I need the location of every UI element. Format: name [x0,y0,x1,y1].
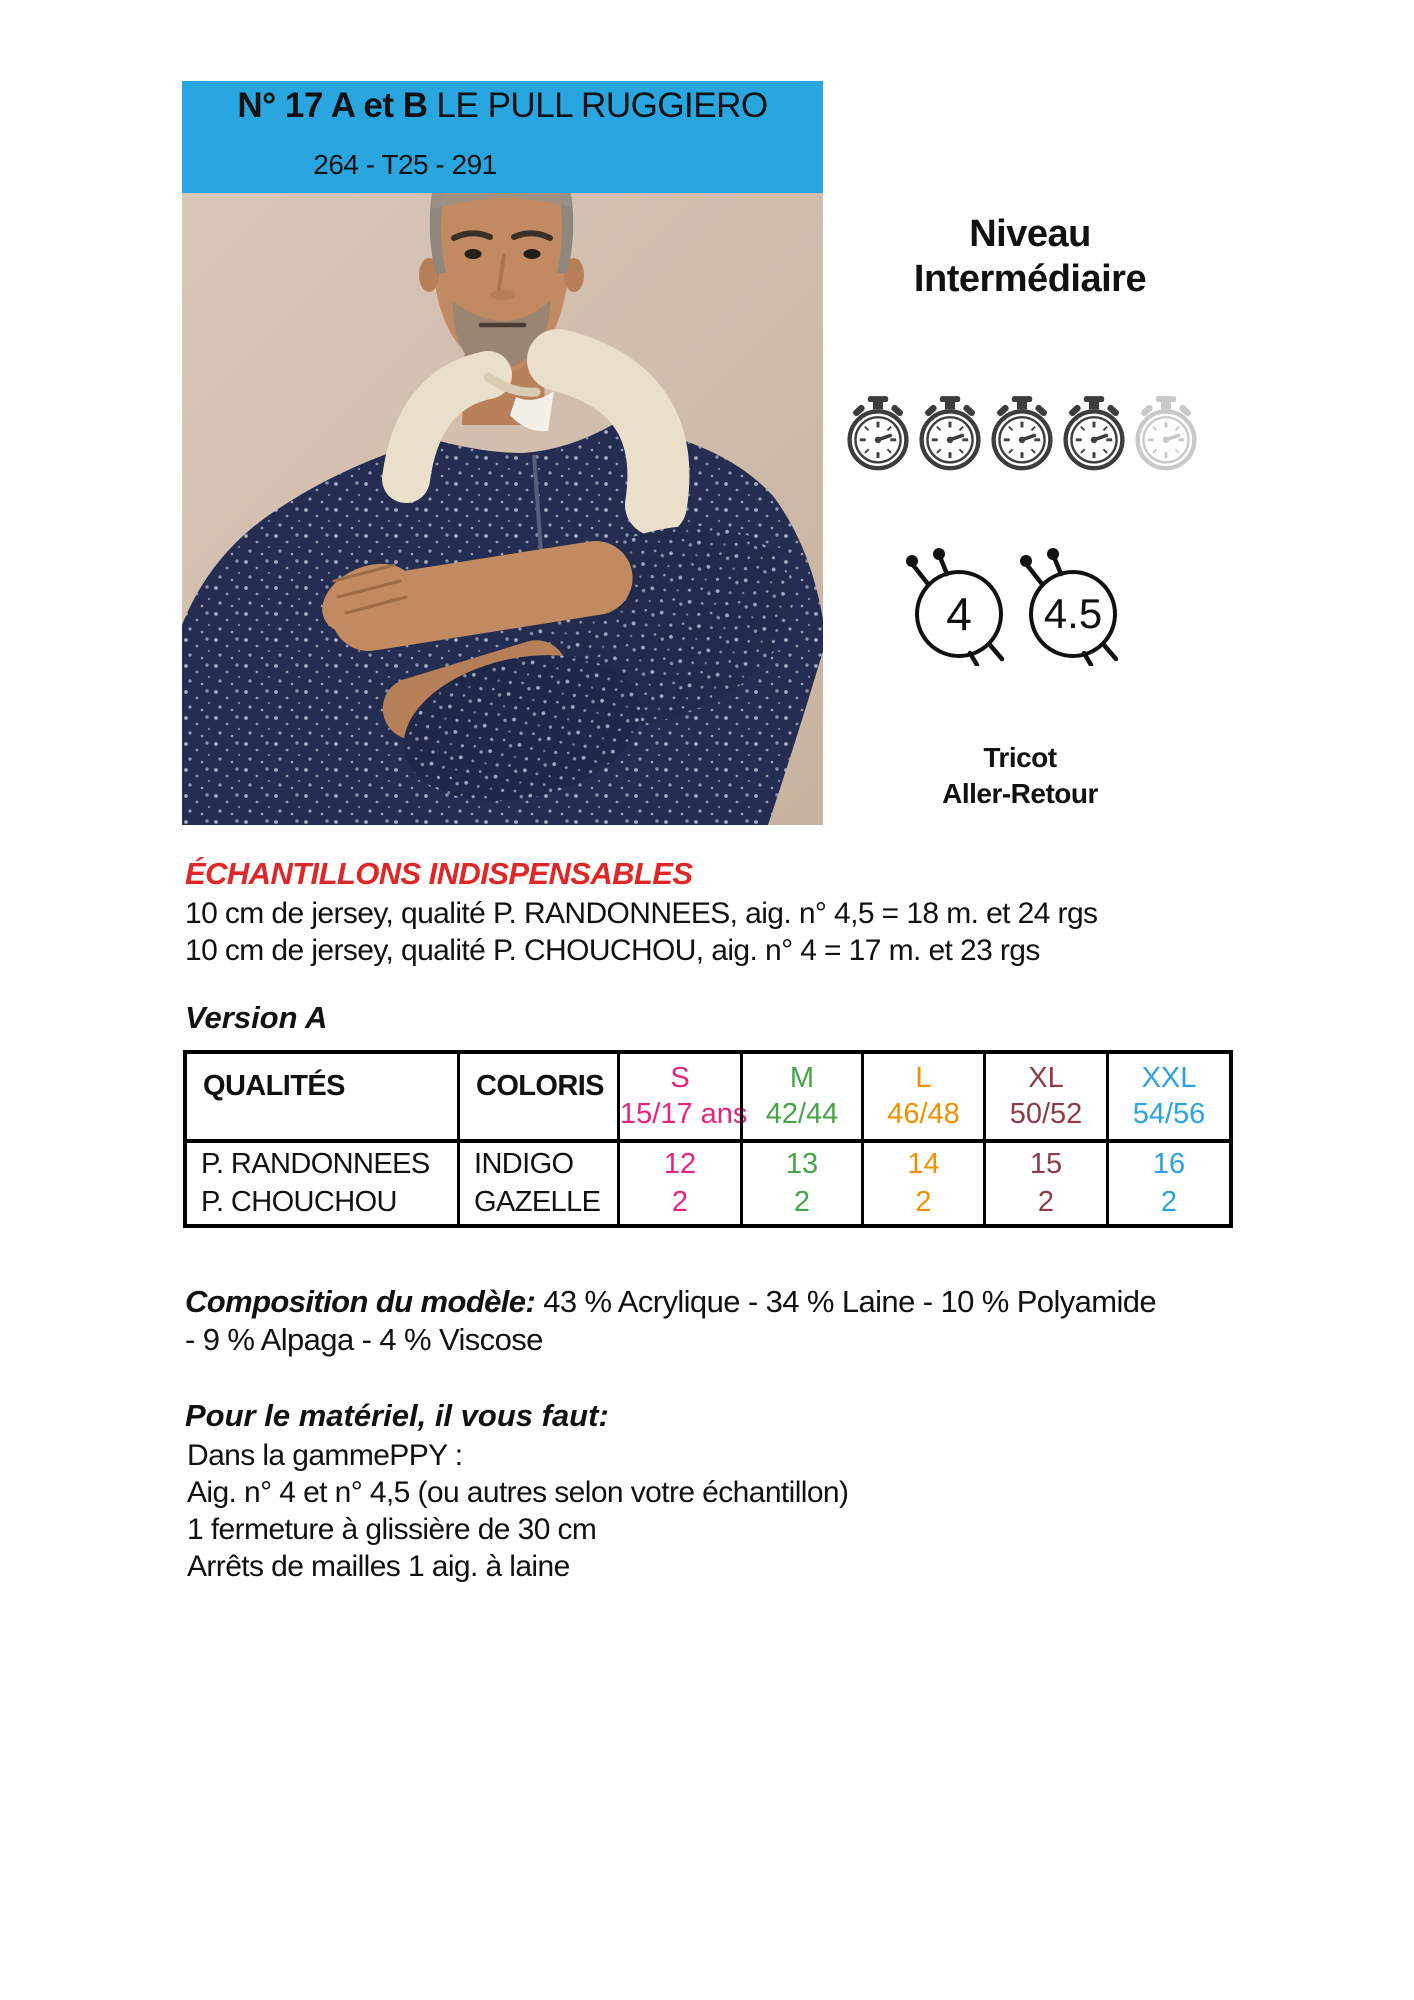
size-label: M [789,1062,815,1094]
model-photo [182,193,823,825]
pattern-reference: 264 - T25 - 291 [313,149,497,180]
table-header-size-l [861,1054,983,1139]
size-sublabel: 54/56 [1132,1098,1206,1130]
level-heading [820,212,1240,302]
materials-list [187,1437,848,1585]
model-photo-drawing [182,193,823,825]
composition-line2: - 9 % Alpaga - 4 % Viscose [185,1322,543,1357]
pattern-name: LE PULL RUGGIERO [436,86,768,125]
yarn-coloris: INDIGO [474,1148,574,1180]
stopwatch-icon [1062,396,1126,472]
yarn-qty: 13 [785,1148,819,1180]
composition-text: 43 % Acrylique - 34 % Laine - 10 % Polyamide [543,1284,1157,1319]
table-header-size-m [740,1054,861,1139]
sample-line: 10 cm de jersey, qualité P. RANDONNEES, aig. n° 4,5 = 18 m. et 24 rgs [185,897,1098,930]
technique-label [870,740,1170,812]
yarn-qty: 2 [671,1186,689,1218]
needle-sizes [903,548,1125,666]
table-header-qualities: QUALITÉS [203,1070,345,1102]
materials-line: Aig. n° 4 et n° 4,5 (ou autres selon votre échantillon) [187,1476,849,1509]
needle-size-icon [903,548,1011,666]
size-label: S [670,1062,690,1094]
table-header-size-s [617,1054,748,1139]
composition-label: Composition du modèle: [185,1284,536,1319]
needle-size-value: 4.5 [1043,590,1103,637]
pattern-title [182,86,823,126]
title-banner [182,81,823,193]
difficulty-rating [846,396,1214,472]
yarn-qty: 2 [793,1186,811,1218]
materials-line: Arrêts de mailles 1 aig. à laine [187,1550,570,1583]
size-sublabel: 46/48 [887,1098,960,1130]
size-label: XXL [1141,1062,1197,1094]
table-cell-qty-m [740,1139,861,1224]
technique-line1: Tricot [983,742,1057,773]
samples-heading: ÉCHANTILLONS INDISPENSABLES [185,856,693,891]
yarn-qty: 16 [1152,1148,1186,1180]
table-cell-qty-xxl [1106,1139,1229,1224]
yarn-qty: 2 [915,1186,932,1218]
table-cell-qty-l [861,1139,983,1224]
table-cell-coloris [457,1139,617,1224]
level-line1: Niveau [969,213,1091,255]
yarn-qty: 12 [663,1148,697,1180]
composition-block [185,1283,1270,1359]
table-header-size-xl [983,1054,1106,1139]
needle-size-value: 4 [946,588,972,640]
table-header-coloris: COLORIS [457,1054,617,1139]
materials-line: 1 fermeture à glissière de 30 cm [187,1513,597,1546]
size-sublabel: 50/52 [1009,1098,1083,1130]
needle-size-icon [1017,548,1125,666]
size-label: XL [1028,1062,1064,1094]
yarn-qty: 2 [1037,1186,1055,1218]
size-label: L [915,1062,932,1094]
yarn-qty: 2 [1160,1186,1178,1218]
table-cell-qualities [187,1139,457,1224]
table-header-size-xxl [1106,1054,1229,1139]
yarn-qty: 15 [1029,1148,1063,1180]
technique-line2: Aller-Retour [942,778,1098,809]
table-cell-qty-s [617,1139,740,1224]
size-sublabel: 42/44 [765,1098,839,1130]
yarn-quantities-table [183,1050,1233,1228]
level-line2: Intermédiaire [913,258,1147,300]
sample-line: 10 cm de jersey, qualité P. CHOUCHOU, aig. n° 4 = 17 m. et 23 rgs [185,934,1040,967]
composition-line1 [185,1283,1270,1321]
yarn-quality: P. RANDONNEES [201,1148,430,1180]
yarn-qty: 14 [907,1148,940,1180]
table-cell-qty-xl [983,1139,1106,1224]
stopwatch-icon [1134,396,1198,472]
materials-heading: Pour le matériel, il vous faut: [185,1398,609,1433]
version-heading: Version A [185,1000,328,1035]
stopwatch-icon [918,396,982,472]
materials-line: Dans la gammePPY : [187,1439,463,1472]
stopwatch-icon [990,396,1054,472]
size-sublabel: 15/17 ans [620,1098,748,1130]
yarn-coloris: GAZELLE [474,1186,601,1218]
pattern-number: N° 17 A et B [237,86,428,125]
yarn-quality: P. CHOUCHOU [201,1186,397,1218]
stopwatch-icon [846,396,910,472]
